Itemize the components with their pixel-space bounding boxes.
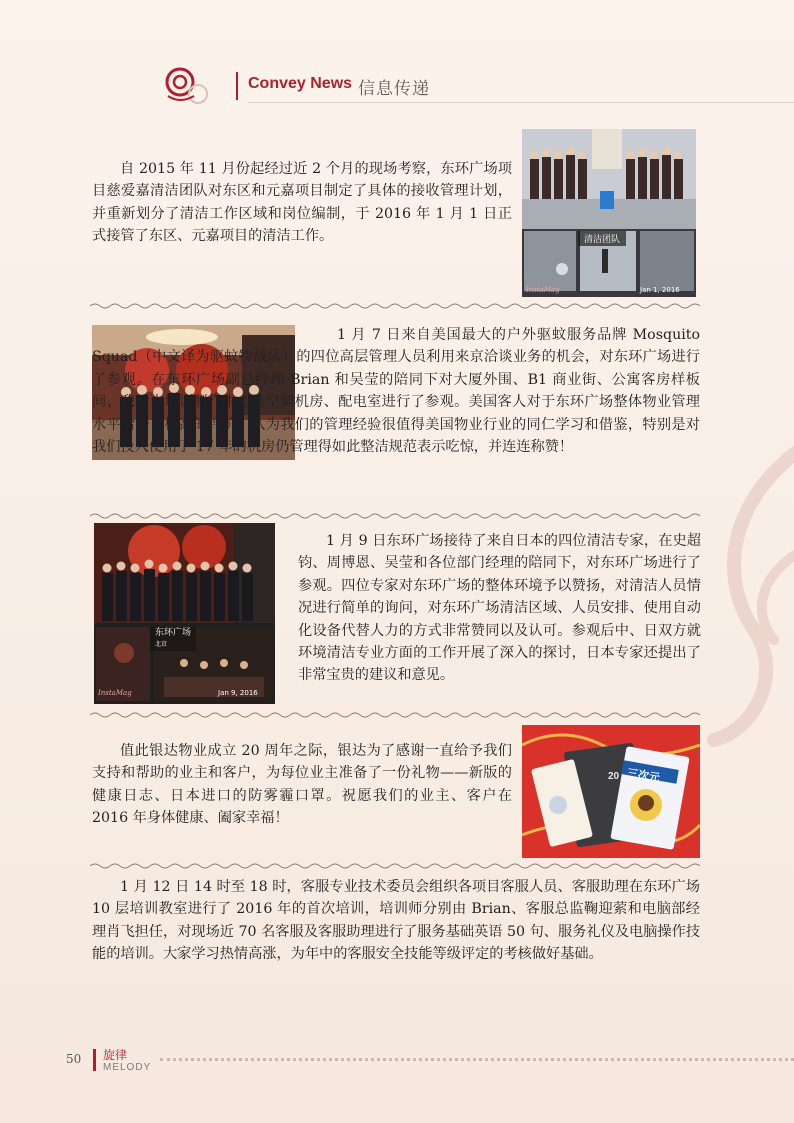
magazine-title-cn: 旋律	[103, 1048, 128, 1062]
divider-wave	[90, 711, 700, 719]
header-divider	[236, 72, 238, 100]
section-title-en: Convey News	[248, 75, 353, 92]
magazine-title-en: MELODY	[103, 1062, 152, 1073]
melody-logo-icon	[160, 64, 212, 104]
article-cleaning-takeover: 自 2015 年 11 月份起经过近 2 个月的现场考察，东环广场项目慈爱嘉清洁团队对东区和元嘉项目制定了具体的接收管理计划，并重新划分了清洁工作区域和岗位编制，于 2016 年 1 月 1 日正式接管了东区、元嘉项目的清洁工作。	[92, 161, 512, 245]
gift-set-illustration	[522, 725, 700, 858]
cleaning-photo-signature: InstaMag	[526, 286, 560, 294]
japan-visit-caption-title: 东环广场	[155, 628, 192, 638]
footer-dotted-rule	[160, 1058, 794, 1061]
divider-wave	[90, 302, 700, 310]
japan-visit-photo-signature: InstaMag	[98, 689, 132, 697]
footer-divider	[93, 1049, 96, 1071]
header-rule-line	[248, 102, 794, 103]
cleaning-photo-date: Jan 1, 2016	[640, 286, 680, 294]
divider-wave	[90, 862, 700, 870]
japan-visit-illustration	[94, 523, 275, 704]
divider-wave	[90, 512, 700, 520]
article-customer-service-training: 1 月 12 日 14 时至 18 时，客服专业技术委员会组织各项目客服人员、客服助理在东环广场 10 层培训教室进行了 2016 年的首次培训，培训师分别由 Brian、客服总监鞠迎萦和电脑部经理肖飞担任，对现场近 70 名客服及客服助理进行了服务基础英语 50 句、服务礼仪及电脑操作技能的培训。大家学习热情高涨，为年中的客服安全技能等级评定的考核做好基础。	[92, 879, 700, 963]
article-anniversary-gifts: 值此银达物业成立 20 周年之际，银达为了感谢一直给予我们支持和帮助的业主和客户，为每位业主准备了一份礼物——新版的健康日志、日本进口的防雾霾口罩。祝愿我们的业主、客户在 2016 年身体健康、阖家幸福！	[92, 743, 512, 827]
gift-mask-label: 三次元	[626, 766, 661, 785]
japan-visit-caption-location: 北京	[155, 641, 168, 648]
photo-japan-experts-visit	[94, 523, 275, 704]
cleaning-team-caption: 清洁团队	[578, 231, 626, 246]
photo-cleaning-team	[522, 129, 696, 297]
article-mosquito-squad-visit: 1 月 7 日来自美国最大的户外驱蚊服务品牌 Mosquito Squad（中文译为驱蚊特战队）的四位高层管理人员利用来京洽谈业务的机会，对东环广场进行了参观。在东环广场副总经理 Brian 和吴莹的陪同下对大厦外围、B1 商业街、公寓客房样板间、我爱水培训制作中心及空调机房、配电室进行了参观。美国客人对于东环广场整体物业管理水平给予了极高的评价，认为我们的管理经验很值得美国物业行业的同仁学习和借鉴，特别是对我们投入使用了 17 年的机房仍管理得如此整洁规范表示吃惊，并连连称赞！	[92, 327, 700, 456]
decorative-swirl	[694, 430, 794, 750]
photo-gift-set	[522, 725, 700, 858]
japan-visit-photo-date: Jan 9, 2016	[218, 689, 258, 697]
gift-box-number: 20	[608, 771, 620, 782]
page-number: 50	[66, 1052, 82, 1066]
section-title-cn: 信息传递	[358, 79, 430, 99]
cleaning-team-illustration	[522, 129, 696, 297]
article-japan-experts-visit: 1 月 9 日东环广场接待了来自日本的四位清洁专家，在史超钧、周博恩、吴莹和各位部门经理的陪同下，对东环广场进行了参观。四位专家对东环广场的整体环境予以赞扬，对清洁人员情况进行简单的询问，对东环广场清洁区域、人员安排、使用自动化设备代替人力的方式非常赞同以及认可。参观后中、日双方就环境清洁专业方面的工作开展了深入的探讨，日本专家还提出了非常宝贵的建议和意见。	[298, 533, 701, 684]
japan-visit-caption	[150, 627, 196, 651]
